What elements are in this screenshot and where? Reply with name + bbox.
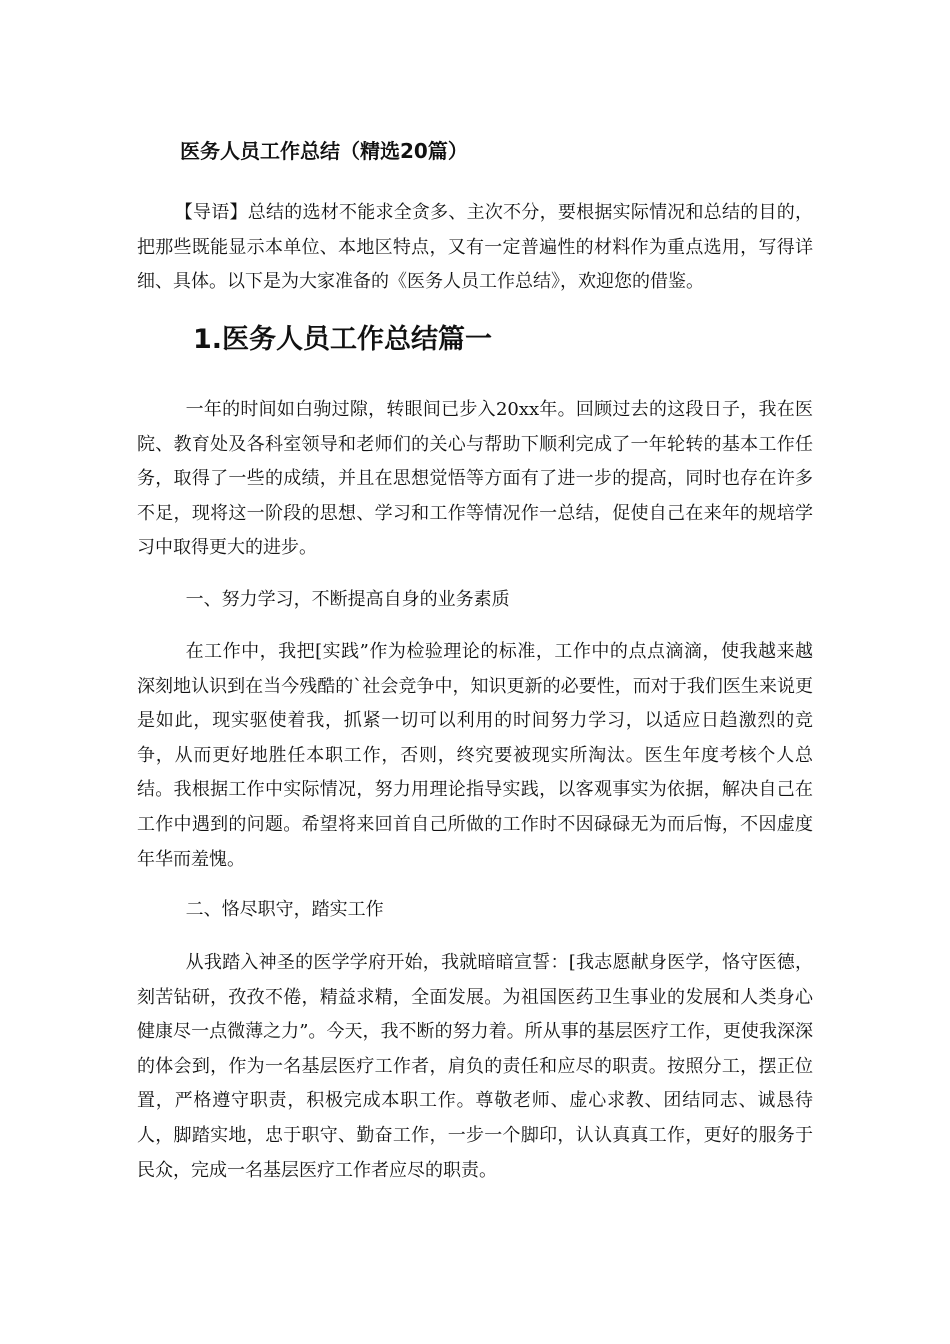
intro-paragraph: 【导语】总结的选材不能求全贪多、主次不分，要根据实际情况和总结的目的，把那些既能显示本单位、本地区特点，又有一定普遍性的材料作为重点选用，写得详细、具体。以下是为大家准备的《医务人员工作总结》，欢迎您的借鉴。 [137, 202, 813, 293]
body-paragraph-2: 在工作中，我把[实践”作为检验理论的标准，工作中的点点滴滴，使我越来越深刻地认识到在当今残酷的`社会竞争中，知识更新的必要性，而对于我们医生来说更是如此，现实驱使着我，抓紧一切可以利用的时间努力学习，以适应日趋激烈的竞争，从而更好地胜任本职工作，否则，终究要被现实所淘汰。医生年度考核个人总结。我根据工作中实际情况，努力用理论指导实践，以客观事实为依据，解决自己在工作中遇到的问题。希望将来回首自己所做的工作时不因碌碌无为而后悔，不因虚度年华而羞愧。 [137, 641, 813, 870]
document-title: 医务人员工作总结（精选20篇） [180, 139, 468, 163]
body-paragraph-3: 从我踏入神圣的医学学府开始，我就暗暗宣誓：[我志愿献身医学，恪守医德，刻苦钻研，孜孜不倦，精益求精，全面发展。为祖国医药卫生事业的发展和人类身心健康尽一点微薄之力”。今天，我不断的努力着。所从事的基层医疗工作，更使我深深的体会到，作为一名基层医疗工作者，肩负的责任和应尽的职责。按照分工，摆正位置，严格遵守职责，积极完成本职工作。尊敬老师、虚心求教、团结同志、诚恳待人，脚踏实地，忠于职守、勤奋工作，一步一个脚印，认认真真工作，更好的服务于民众，完成一名基层医疗工作者应尽的职责。 [137, 952, 813, 1181]
subheading-2: 二、恪尽职守，踏实工作 [185, 899, 384, 920]
section-heading: 1.医务人员工作总结篇一 [193, 324, 493, 355]
body-paragraph-1: 一年的时间如白驹过隙，转眼间已步入20xx年。回顾过去的这段日子，我在医院、教育处及各科室领导和老师们的关心与帮助下顺利完成了一年轮转的基本工作任务，取得了一些的成绩，并且在思想觉悟等方面有了进一步的提高，同时也存在许多不足，现将这一阶段的思想、学习和工作等情况作一总结，促使自己在来年的规培学习中取得更大的进步。 [137, 399, 813, 559]
subheading-1: 一、努力学习，不断提高自身的业务素质 [185, 589, 510, 610]
